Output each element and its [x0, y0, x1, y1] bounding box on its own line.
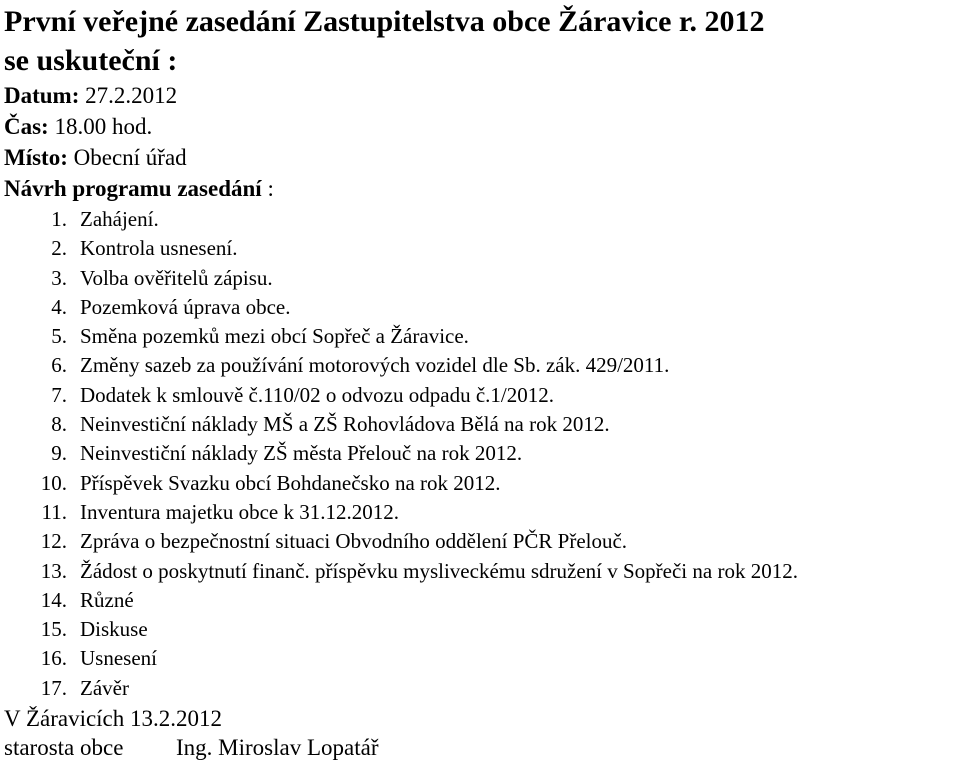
date-field [4, 80, 959, 111]
agenda-item [4, 351, 959, 380]
agenda-item [4, 322, 959, 351]
agenda-item-text: Směna pozemků mezi obcí Sopřeč a Žáravice. [80, 324, 469, 349]
agenda-item-number: 6. [51, 353, 67, 378]
agenda-item-text: Různé [80, 587, 134, 612]
agenda-item [4, 469, 959, 498]
agenda-item-number: 12. [40, 529, 67, 554]
agenda-item [4, 234, 959, 263]
agenda-item [4, 205, 959, 234]
agenda-item-number: 15. [40, 617, 67, 642]
agenda-item-number: 8. [51, 412, 67, 437]
agenda-item-text: Usnesení [80, 646, 157, 671]
agenda-item-text: Volba ověřitelů zápisu. [80, 265, 273, 290]
agenda-item [4, 498, 959, 527]
agenda-item [4, 410, 959, 439]
agenda-item [4, 293, 959, 322]
agenda-item-number: 16. [40, 646, 67, 671]
agenda-item [4, 557, 959, 586]
time-field [4, 111, 959, 142]
place-value: Obecní úřad [67, 145, 187, 170]
agenda-item-text: Změny sazeb za používání motorových vozidel dle Sb. zák. 429/2011. [80, 353, 670, 378]
agenda-item-text: Neinvestiční náklady MŠ a ZŠ Rohovládova Bělá na rok 2012. [80, 412, 610, 437]
place-and-date: V Žáravicích 13.2.2012 [4, 706, 223, 732]
agenda-item-text: Zpráva o bezpečnostní situaci Obvodního oddělení PČR Přelouč. [80, 529, 628, 554]
agenda-item-number: 1. [51, 207, 67, 231]
time-label: Čas: [4, 114, 49, 139]
agenda-item-number: 5. [51, 324, 67, 349]
date-value: 27.2.2012 [79, 83, 178, 108]
agenda-item-text: Žádost o poskytnutí finanč. příspěvku mysliveckému sdružení v Sopřeči na rok 2012. [80, 558, 798, 583]
title-line-1: První veřejné zasedání Zastupitelstva obce Žáravice r. 2012 [4, 5, 765, 38]
agenda-item [4, 644, 959, 673]
agenda-item-number: 14. [40, 587, 67, 612]
agenda-item-number: 13. [40, 558, 67, 583]
agenda-item-text: Neinvestiční náklady ZŠ města Přelouč na rok 2012. [80, 441, 523, 466]
agenda-item-number: 11. [41, 499, 67, 524]
signature-line [4, 733, 959, 762]
agenda-item [4, 615, 959, 644]
agenda-item-text: Diskuse [80, 617, 148, 642]
document-title [4, 2, 959, 80]
agenda-item-number: 2. [51, 236, 67, 261]
agenda-item [4, 674, 959, 703]
document [4, 2, 959, 762]
agenda-item-text: Zahájení. [80, 207, 159, 231]
agenda-item [4, 381, 959, 410]
time-value: 18.00 hod. [48, 114, 153, 139]
agenda-item-number: 3. [51, 265, 67, 290]
agenda-item [4, 527, 959, 556]
place-field [4, 142, 959, 173]
agenda-item-number: 17. [40, 675, 67, 700]
agenda-item-text: Inventura majetku obce k 31.12.2012. [80, 499, 399, 524]
agenda-item-number: 7. [51, 382, 67, 407]
signatory-name: Ing. Miroslav Lopatář [176, 735, 379, 761]
agenda-item-text: Kontrola usnesení. [80, 236, 238, 261]
agenda-item [4, 439, 959, 468]
agenda-item-number: 9. [51, 441, 67, 466]
agenda-list [4, 205, 959, 703]
agenda-item-number: 4. [51, 294, 67, 319]
agenda-item [4, 264, 959, 293]
agenda-item-text: Dodatek k smlouvě č.110/02 o odvozu odpadu č.1/2012. [80, 382, 554, 407]
agenda-item-text: Závěr [80, 675, 129, 700]
program-suffix: : [261, 176, 274, 201]
title-line-2: se uskuteční : [4, 44, 178, 77]
agenda-item-number: 10. [40, 470, 67, 495]
agenda-item-text: Příspěvek Svazku obcí Bohdanečsko na rok 2012. [80, 470, 501, 495]
program-label: Návrh programu zasedání [4, 176, 262, 201]
signatory-role: starosta obce [4, 735, 124, 761]
date-label: Datum: [4, 83, 80, 108]
agenda-item [4, 586, 959, 615]
agenda-item-text: Pozemková úprava obce. [80, 294, 291, 319]
place-label: Místo: [4, 145, 68, 170]
program-heading [4, 173, 959, 204]
